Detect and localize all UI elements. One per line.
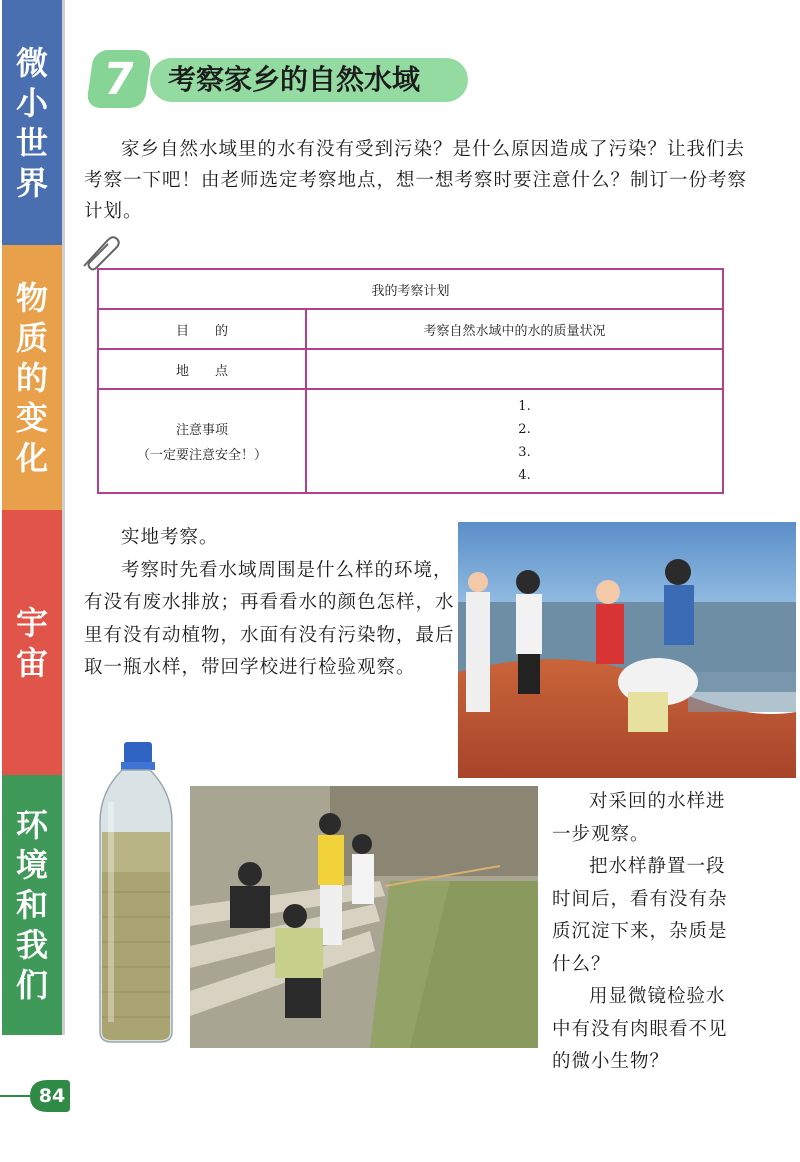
tab-char: 境	[15, 846, 48, 884]
plan-title: 我的考察计划	[98, 269, 723, 309]
notes-list	[306, 389, 723, 493]
notes-sublabel: （一定要注意安全！）	[136, 448, 267, 463]
fieldwork-section	[84, 522, 456, 685]
tab-char: 物	[15, 278, 48, 317]
side-tab-micro-world	[2, 0, 62, 245]
tab-char: 化	[15, 438, 48, 477]
tab-char: 宙	[15, 643, 48, 682]
notes-label-cell	[98, 389, 306, 493]
fieldwork-heading: 实地考察。	[121, 527, 219, 548]
tab-divider	[62, 0, 65, 1035]
lesson-number: 7	[86, 50, 152, 108]
notes-item[interactable]: 3.	[518, 445, 531, 460]
fieldwork-text: 考察时先看水域周围是什么样的环境，有没有废水排放；再看看水的颜色怎样，水里有没有动植物，水面有没有污染物，最后取一瓶水样，带回学校进行检验观察。	[84, 559, 455, 678]
water-sample-bottle	[94, 742, 178, 1044]
location-value[interactable]	[306, 349, 723, 389]
notes-item[interactable]: 2.	[518, 422, 531, 437]
notes-label: 注意事项	[175, 423, 228, 438]
notes-item[interactable]: 4.	[518, 468, 531, 483]
tab-char: 质	[15, 318, 48, 357]
tab-char: 和	[15, 886, 48, 924]
observation-plan-table	[97, 268, 724, 494]
tab-char: 们	[15, 966, 48, 1004]
tab-char: 小	[15, 83, 48, 122]
tab-char: 微	[15, 43, 48, 82]
observation-section	[552, 786, 738, 1079]
tab-char: 的	[15, 358, 48, 397]
observation-text-2: 把水样静置一段时间后，看有没有杂质沉淀下来，杂质是什么？	[552, 856, 728, 975]
side-tab-matter-change	[2, 245, 62, 510]
tab-char: 世	[15, 123, 48, 162]
lake-shore-photo	[458, 522, 796, 778]
observation-text-3: 用显微镜检验水中有没有肉眼看不见的微小生物？	[552, 986, 728, 1072]
purpose-value: 考察自然水域中的水的质量状况	[306, 309, 723, 349]
side-tab-universe	[2, 510, 62, 775]
tab-char: 环	[15, 806, 48, 844]
riverside-steps-photo	[190, 786, 538, 1048]
observation-text-1: 对采回的水样进一步观察。	[552, 791, 726, 845]
notes-item[interactable]: 1.	[518, 399, 531, 414]
intro-paragraph: 家乡自然水域里的水有没有受到污染？是什么原因造成了污染？让我们去考察一下吧！由老师选定考察地点，想一想考察时要注意什么？制订一份考察计划。	[84, 139, 748, 222]
tab-char: 我	[15, 926, 48, 964]
tab-char: 界	[15, 163, 48, 202]
purpose-label: 目 的	[98, 309, 306, 349]
paperclip-icon	[78, 232, 122, 272]
page-title: 考察家乡的自然水域	[168, 63, 421, 96]
tab-char: 变	[15, 398, 48, 437]
tab-char: 宇	[15, 603, 48, 642]
side-tab-environment	[2, 775, 62, 1035]
page-number: 84	[38, 1085, 66, 1107]
location-label: 地 点	[98, 349, 306, 389]
